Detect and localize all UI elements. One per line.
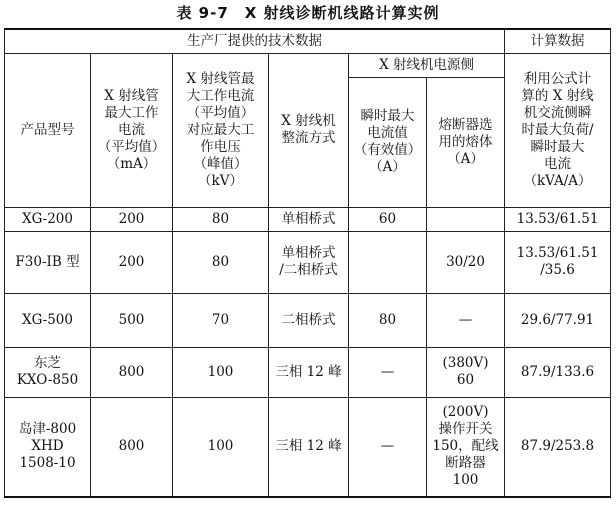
cell-fuse [427,207,505,231]
cell-model: XG-200 [5,207,91,231]
cell-voltage: 80 [173,207,269,231]
cell-model: XG-500 [5,293,91,347]
cell-model: F30-IB 型 [5,231,91,293]
cell-fuse: (380V) 60 [427,347,505,397]
cell-rectify: 二相桥式 [269,293,349,347]
header-row-group [5,29,611,53]
cell-fuse: 30/20 [427,231,505,293]
cell-fuse: — [427,293,505,347]
cell-voltage: 100 [173,347,269,397]
cell-calc: 13.53/61.51 [505,207,611,231]
cell-calc: 13.53/61.51 /35.6 [505,231,611,293]
header-tube-voltage: X 射线管最 大工作电流 （平均值） 对应最大工 作电压 （峰值） （kV） [173,53,269,207]
cell-rectify: 单相桥式 /二相桥式 [269,231,349,293]
cell-instant: — [349,397,427,497]
cell-current: 800 [91,397,173,497]
header-model: 产品型号 [5,53,91,207]
table-row [5,347,611,397]
cell-current: 200 [91,207,173,231]
header-power-side: X 射线机电源侧 [349,53,505,77]
header-fuse: 熔断器选 用的熔体 （A） [427,77,505,207]
cell-current: 800 [91,347,173,397]
cell-current: 500 [91,293,173,347]
cell-rectify: 三相 12 峰 [269,397,349,497]
table-row [5,397,611,497]
cell-instant: 60 [349,207,427,231]
header-tube-current: X 射线管 最大工作 电流 （平均值） （mA） [91,53,173,207]
cell-rectify: 单相桥式 [269,207,349,231]
cell-voltage: 100 [173,397,269,497]
table-row [5,231,611,293]
cell-voltage: 80 [173,231,269,293]
cell-model: 岛津-800 XHD 1508-10 [5,397,91,497]
cell-instant: — [349,347,427,397]
cell-calc: 29.6/77.91 [505,293,611,347]
cell-calc: 87.9/253.8 [505,397,611,497]
header-group-manufacturer: 生产厂提供的技术数据 [5,29,505,53]
cell-current: 200 [91,231,173,293]
cell-fuse: (200V) 操作开关 150，配线 断路器 100 [427,397,505,497]
header-group-calculated: 计算数据 [505,29,611,53]
table-row [5,293,611,347]
header-rectification: X 射线机 整流方式 [269,53,349,207]
cell-instant: 80 [349,293,427,347]
table-row [5,207,611,231]
header-calculated-load: 利用公式计 算的 X 射线 机交流侧瞬 时最大负荷/ 瞬时最大 电流 （kVA/A） [505,53,611,207]
cell-model: 东芝 KXO-850 [5,347,91,397]
table-title: 表 9-7 X 射线诊断机线路计算实例 [176,4,440,22]
header-row-power [5,53,611,77]
cell-instant [349,231,427,293]
calculation-table [4,28,611,498]
header-instant-current: 瞬时最大 电流值 （有效值） （A） [349,77,427,207]
cell-calc: 87.9/133.6 [505,347,611,397]
cell-rectify: 三相 12 峰 [269,347,349,397]
cell-voltage: 70 [173,293,269,347]
